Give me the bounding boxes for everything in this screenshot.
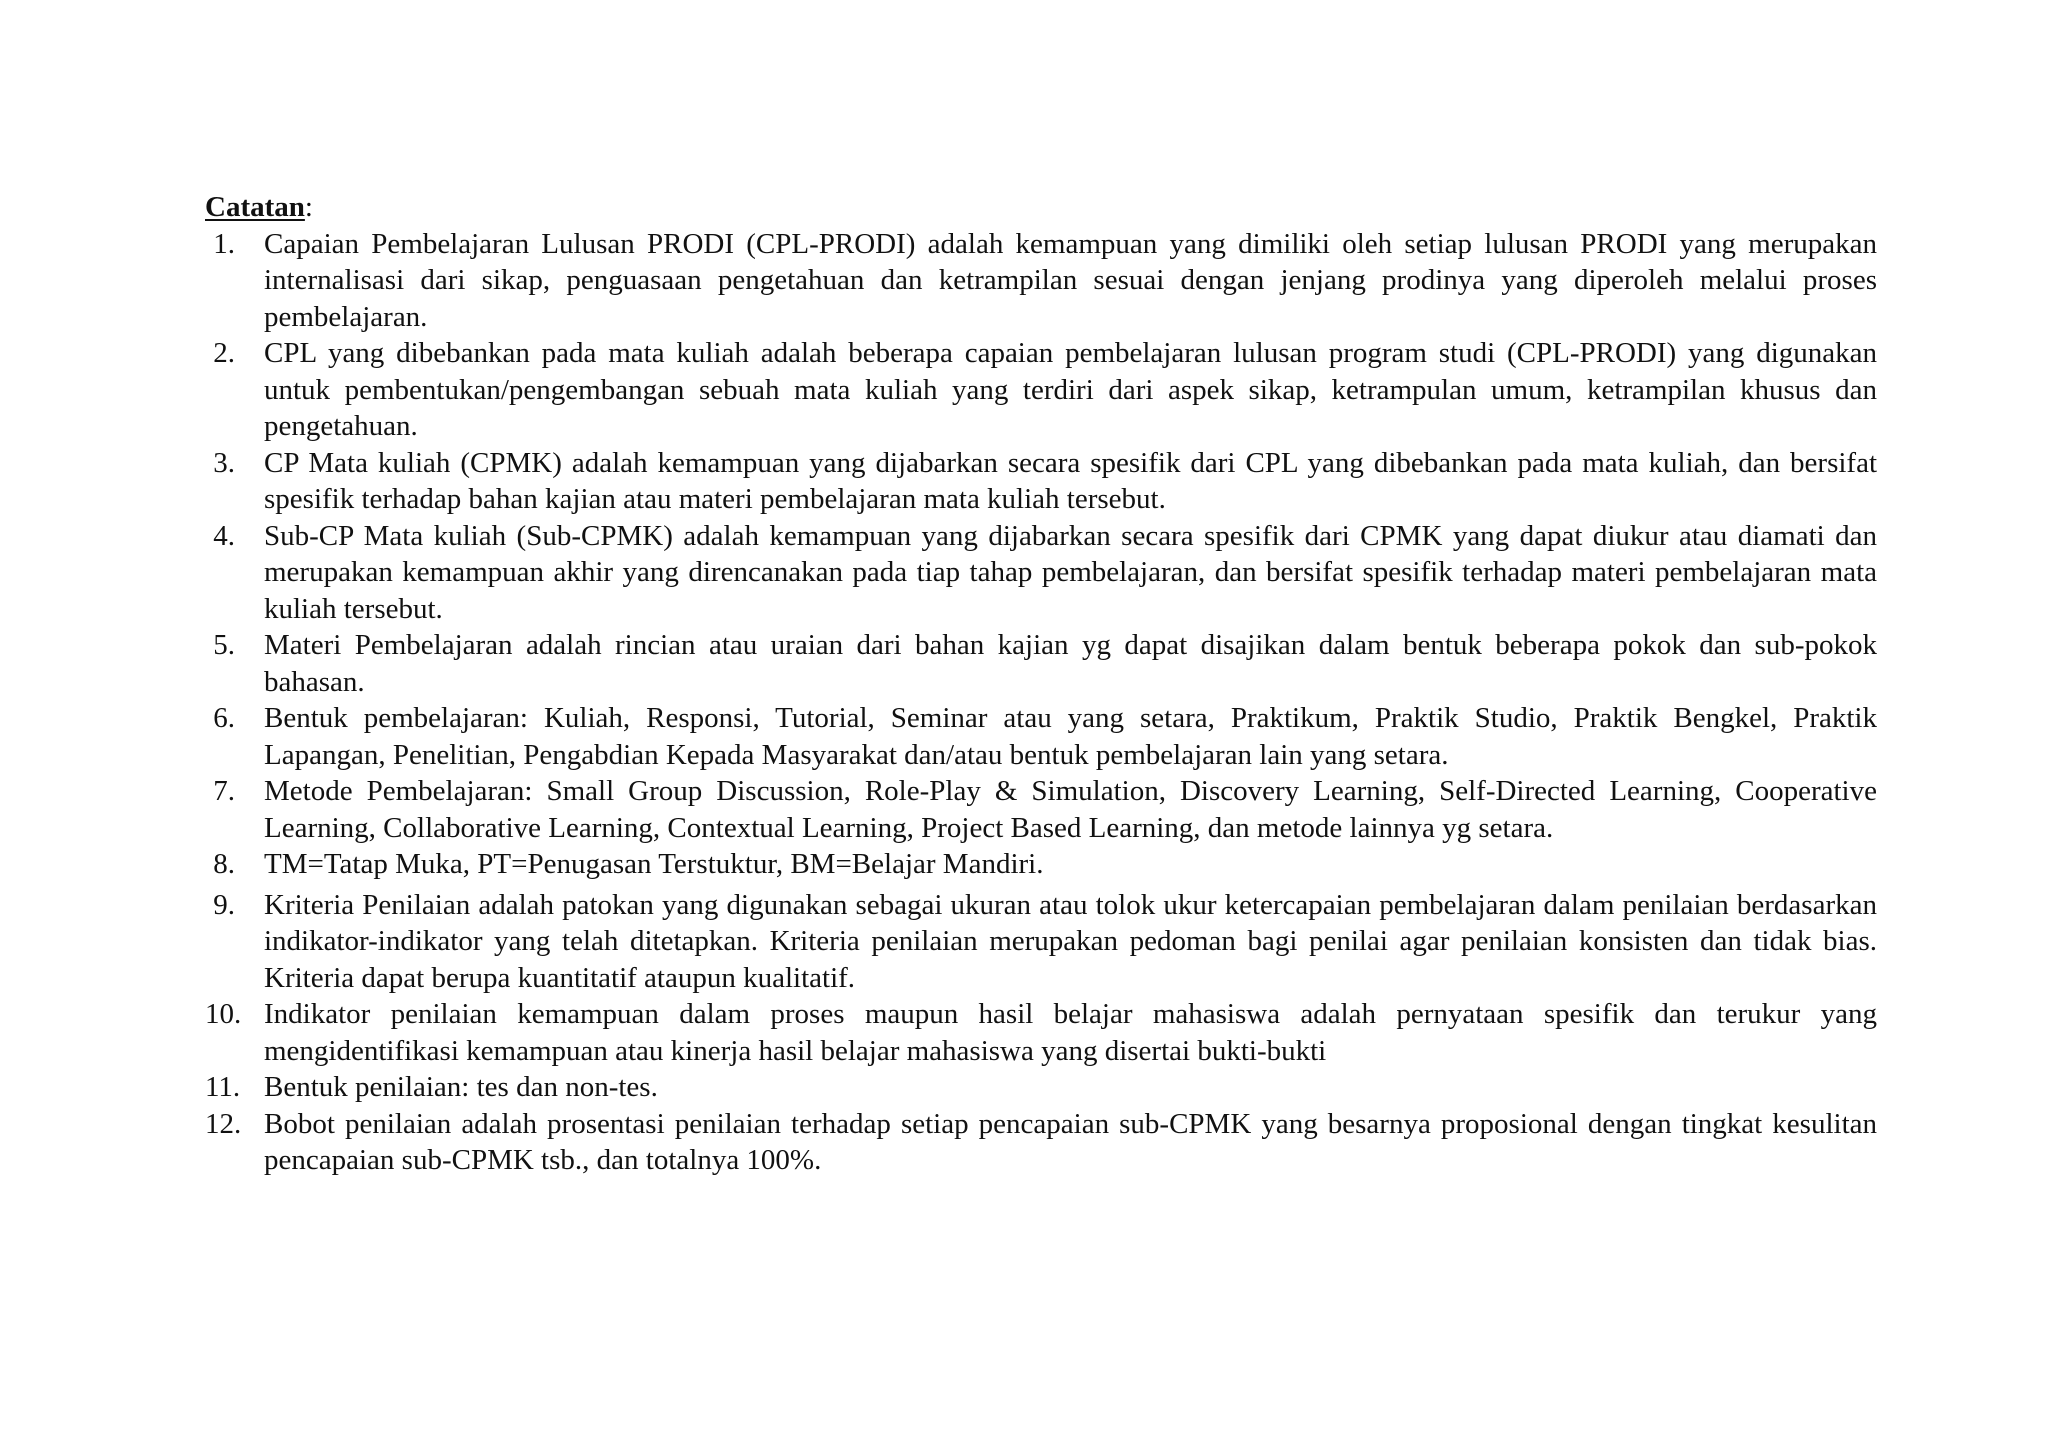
notes-heading bbox=[205, 189, 1877, 226]
note-item-10 bbox=[205, 996, 1877, 1069]
note-item-1 bbox=[205, 226, 1877, 336]
note-item-5 bbox=[205, 627, 1877, 700]
note-item-3 bbox=[205, 445, 1877, 518]
note-number: 6. bbox=[213, 702, 235, 734]
note-number: 1. bbox=[213, 227, 235, 260]
note-number: 4. bbox=[213, 519, 235, 552]
note-number: 10. bbox=[205, 998, 242, 1030]
note-item-8 bbox=[205, 846, 1877, 883]
notes-heading-title: Catatan bbox=[205, 191, 305, 223]
note-number: 12. bbox=[205, 1107, 242, 1140]
note-text: CP Mata kuliah (CPMK) adalah kemampuan yang dijabarkan secara spesifik dari CPL yang dibebankan pada mata kuliah, dan bersifat spesifik terhadap bahan kajian atau materi pembelajaran mata kuliah tersebut. bbox=[264, 446, 1877, 515]
notes-list bbox=[205, 226, 1877, 1179]
note-text: Metode Pembelajaran: Small Group Discussion, Role-Play & Simulation, Discovery Learning, Self-Directed Learning, Cooperative Learning, Collaborative Learning, Contextual Learning, Project Based Learning, dan metode lainnya yg setara. bbox=[264, 775, 1877, 844]
note-text: Bentuk penilaian: tes dan non-tes. bbox=[264, 1071, 658, 1103]
note-item-7 bbox=[205, 773, 1877, 846]
note-number: 7. bbox=[213, 775, 235, 807]
note-item-9 bbox=[205, 887, 1877, 997]
note-number: 2. bbox=[213, 337, 235, 369]
note-number: 8. bbox=[213, 848, 235, 880]
note-text: Capaian Pembelajaran Lulusan PRODI (CPL-PRODI) adalah kemampuan yang dimiliki oleh setiap lulusan PRODI yang merupakan internalisasi dari sikap, penguasaan pengetahuan dan ketrampilan sesuai dengan jenjang prodinya yang diperoleh melalui proses pembelajaran. bbox=[264, 227, 1877, 333]
note-text: Materi Pembelajaran adalah rincian atau uraian dari bahan kajian yg dapat disajikan dalam bentuk beberapa pokok dan sub-pokok bahasan. bbox=[264, 629, 1877, 698]
note-item-12 bbox=[205, 1106, 1877, 1179]
notes-heading-colon: : bbox=[304, 191, 313, 223]
note-text: Bobot penilaian adalah prosentasi penilaian terhadap setiap pencapaian sub-CPMK yang besarnya proposional dengan tingkat kesulitan pencapaian sub-CPMK tsb., dan totalnya 100%. bbox=[264, 1107, 1877, 1176]
note-text: Bentuk pembelajaran: Kuliah, Responsi, Tutorial, Seminar atau yang setara, Praktikum, Praktik Studio, Praktik Bengkel, Praktik Lapangan, Penelitian, Pengabdian Kepada Masyarakat dan/atau bentuk pembelajaran lain yang setara. bbox=[264, 702, 1877, 771]
note-text: CPL yang dibebankan pada mata kuliah adalah beberapa capaian pembelajaran lulusan program studi (CPL-PRODI) yang digunakan untuk pembentukan/pengembangan sebuah mata kuliah yang terdiri dari aspek sikap, ketrampulan umum, ketrampilan khusus dan pengetahuan. bbox=[264, 337, 1877, 442]
note-number: 3. bbox=[213, 446, 235, 479]
note-number: 9. bbox=[213, 888, 235, 921]
note-text: Kriteria Penilaian adalah patokan yang digunakan sebagai ukuran atau tolok ukur ketercapaian pembelajaran dalam penilaian berdasarkan indikator-indikator yang telah ditetapkan. Kriteria penilaian merupakan pedoman bagi penilai agar penilaian konsisten dan tidak bias. Kriteria dapat berupa kuantitatif ataupun kualitatif. bbox=[264, 888, 1877, 994]
note-number: 5. bbox=[213, 629, 235, 661]
note-text: TM=Tatap Muka, PT=Penugasan Terstuktur, BM=Belajar Mandiri. bbox=[264, 848, 1044, 880]
note-item-6 bbox=[205, 700, 1877, 773]
note-item-4 bbox=[205, 518, 1877, 628]
note-item-2 bbox=[205, 335, 1877, 445]
document-page bbox=[205, 189, 1877, 1179]
note-number: 11. bbox=[205, 1071, 241, 1103]
note-item-11 bbox=[205, 1069, 1877, 1106]
note-text: Indikator penilaian kemampuan dalam proses maupun hasil belajar mahasiswa adalah pernyataan spesifik dan terukur yang mengidentifikasi kemampuan atau kinerja hasil belajar mahasiswa yang disertai bukti-bukti bbox=[264, 998, 1877, 1067]
note-text: Sub-CP Mata kuliah (Sub-CPMK) adalah kemampuan yang dijabarkan secara spesifik dari CPMK yang dapat diukur atau diamati dan merupakan kemampuan akhir yang direncanakan pada tiap tahap pembelajaran, dan bersifat spesifik terhadap materi pembelajaran mata kuliah tersebut. bbox=[264, 519, 1877, 625]
